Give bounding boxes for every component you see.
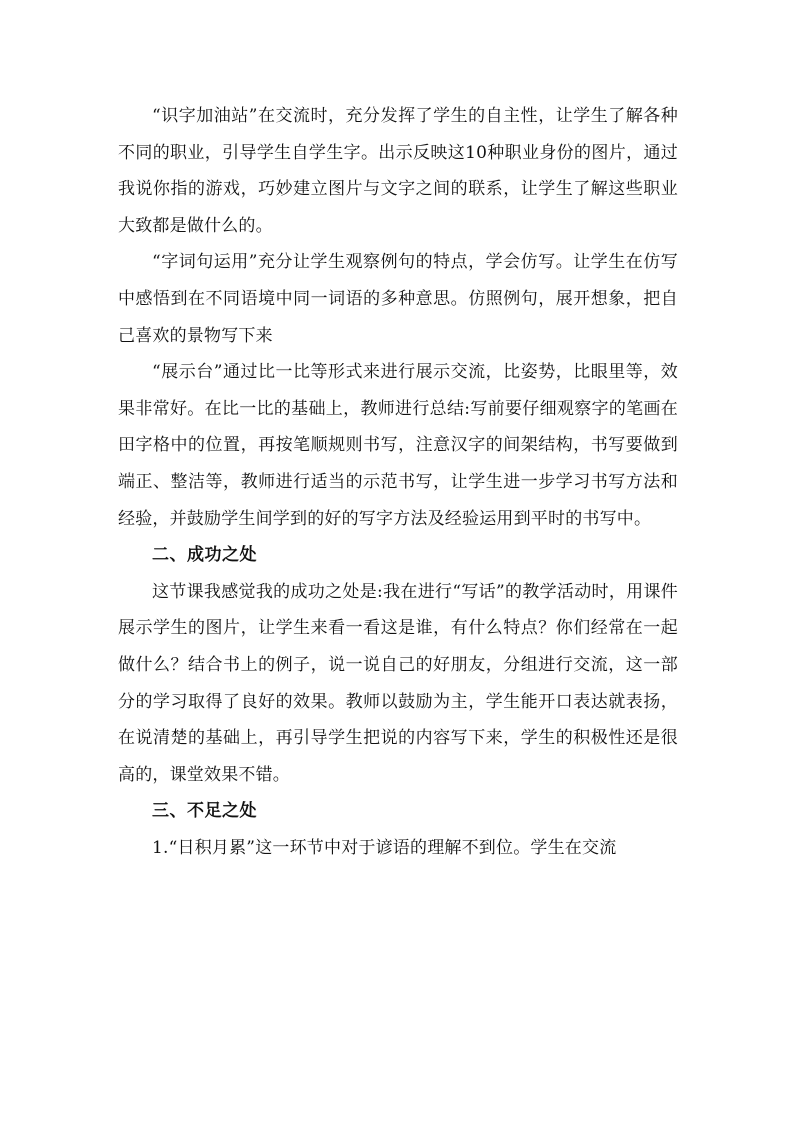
paragraph-shortcomings: 1.“日积月累”这一环节中对于谚语的理解不到位。学生在交流	[152, 837, 617, 858]
paragraph-display-stage: “展示台”通过比一比等形式来进行展示交流，比姿势，比眼里等，效果非常好。在比一比的基础上，教师进行总结:写前要仔细观察字的笔画在田字格中的位置，再按笔顺规则书写，注意汉字的间架结构，书写要做到端正、整洁等，教师进行适当的示范书写，让学生进一步学习书写方法和经验，并鼓励学生间学到的好的写字方法及经验运用到平时的书写中。	[118, 362, 678, 529]
document-body	[118, 98, 678, 866]
section-heading-success: 二、成功之处	[152, 545, 257, 566]
paragraph-success: 这节课我感觉我的成功之处是:我在进行“写话”的教学活动时，用课件展示学生的图片，让学生来看一看这是谁，有什么特点？你们经常在一起做什么？结合书上的例子，说一说自己的好朋友，分组进行交流，这一部分的学习取得了良好的效果。教师以鼓励为主，学生能开口表达就表扬，在说清楚的基础上，再引导学生把说的内容写下来，学生的积极性还是很高的，课堂效果不错。	[118, 581, 678, 785]
paragraph-literacy-station: “识字加油站”在交流时，充分发挥了学生的自主性，让学生了解各种不同的职业，引导学生自学生字。出示反映这10种职业身份的图片，通过我说你指的游戏，巧妙建立图片与文字之间的联系，让学生了解这些职业大致都是做什么的。	[118, 106, 678, 236]
section-heading-shortcomings: 三、不足之处	[152, 801, 257, 822]
paragraph-word-sentence-use: “字词句运用”充分让学生观察例句的特点，学会仿写。让学生在仿写中感悟到在不同语境中同一词语的多种意思。仿照例句，展开想象，把自己喜欢的景物写下来	[118, 252, 678, 346]
